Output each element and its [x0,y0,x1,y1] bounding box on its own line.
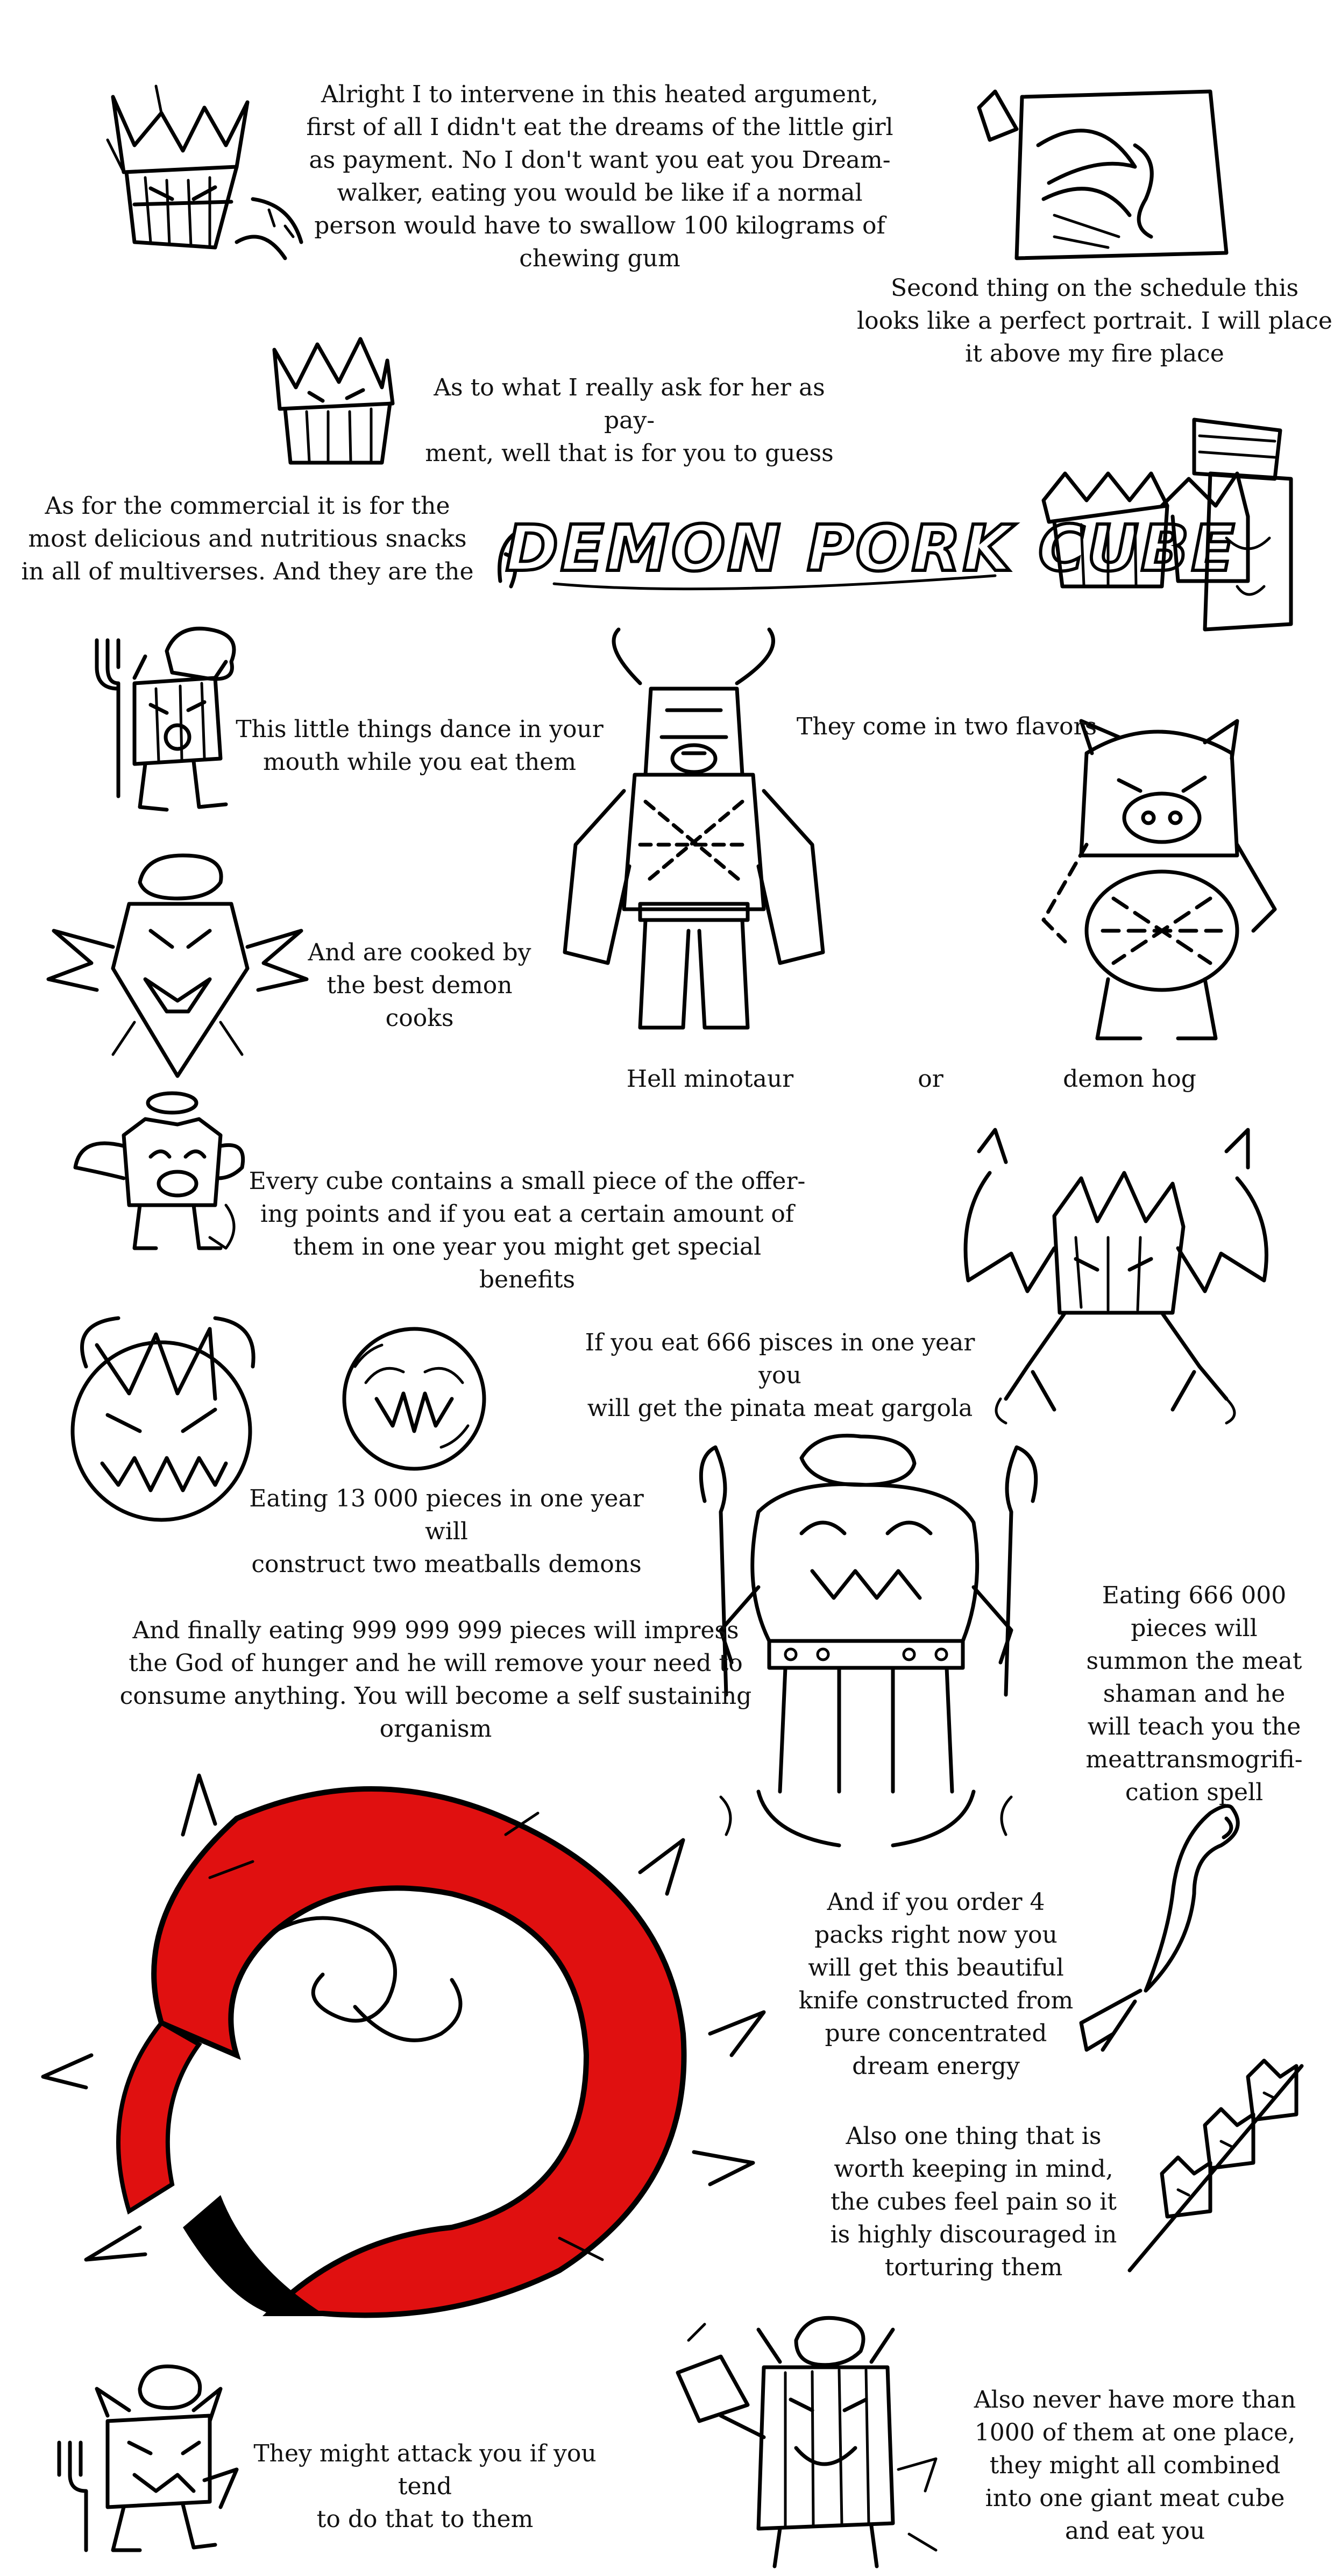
attack-text: They might attack you if you tend to do that to them [253,2440,597,2533]
hell-minotaur-icon [559,629,828,1038]
cube-skewer-icon [1119,2055,1312,2281]
portrait-frame-icon [957,75,1253,274]
commercial-text: As for the commercial it is for the most delicious and nutritious snacks in all of multiverses. And they are the [21,492,474,585]
small-crowned-cube-icon [258,328,409,468]
or-label: or [918,1065,943,1093]
intro-text: Alright I to intervene in this heated argument, first of all I didn't eat the dreams of the little girl as payment. No I don't want you eat you Dream- walker, eating you would be like if a normal person would have to swallow 100 kilograms of chewing gum [306,81,893,272]
knife-text: And if you order 4 packs right now you will get this beautiful knife constructed from pure concentrated dream energy [798,1888,1074,2080]
offering-points-text: Every cube contains a small piece of the offer- ing points and if you eat a certain amount of them in one year you might get special benefits [249,1167,806,1293]
portrait-text: Second thing on the schedule this looks like a perfect portrait. I will place it above my fire place [857,274,1332,367]
demon-hog-label: demon hog [1063,1065,1196,1093]
meatball-demons-text: Eating 13 000 pieces in one year will construct two meatballs demons [249,1485,644,1578]
angry-cube-icon [48,2356,242,2561]
cooks-text: And are cooked by the best demon cooks [308,939,531,1032]
dream-knife-icon [1070,1797,1253,2055]
gargoyle-text: If you eat 666 pisces in one year you will get the pinata meat gargola [585,1329,975,1422]
giant-cube-text: Also never have more than 1000 of them at one place, they might all combined into one giant meat cube and eat you [974,2386,1296,2545]
crowned-demon-cube-head-icon [75,65,312,280]
god-of-hunger-text: And finally eating 999 999 999 pieces will impress the God of hunger and he will remove your need to consume anything. You will become a self sustaining organism [119,1617,752,1743]
flavors-text: They come in two flavors [796,713,1097,740]
pinata-gargoyle-icon [947,1130,1280,1431]
god-of-hunger-swirl-icon [22,1754,807,2335]
demon-hog-icon [1022,716,1291,1049]
meatball-demon-icon [334,1318,495,1480]
meat-shaman-text: Eating 666 000 pieces will summon the meat shaman and he will teach you the meattransmogrifi- cation spell [1085,1582,1303,1806]
cube-family-portrait-icon [1033,409,1302,646]
pain-warning-text: Also one thing that is worth keeping in mind, the cubes feel pain so it is highly discouraged in torturing them [830,2122,1117,2281]
angel-cube-icon [70,1087,247,1264]
giant-meat-cube-icon [656,2308,957,2572]
hell-minotaur-label: Hell minotaur [626,1065,794,1093]
demon-chef-icon [48,850,307,1103]
payment-text: As to what I really ask for her as pay- ment, well that is for you to guess [425,374,834,467]
logo-text: DEMON PORK CUBE [506,511,1237,585]
dance-text: This little things dance in your mouth while you eat them [236,716,604,776]
demon-pork-cube-logo [489,495,1237,603]
